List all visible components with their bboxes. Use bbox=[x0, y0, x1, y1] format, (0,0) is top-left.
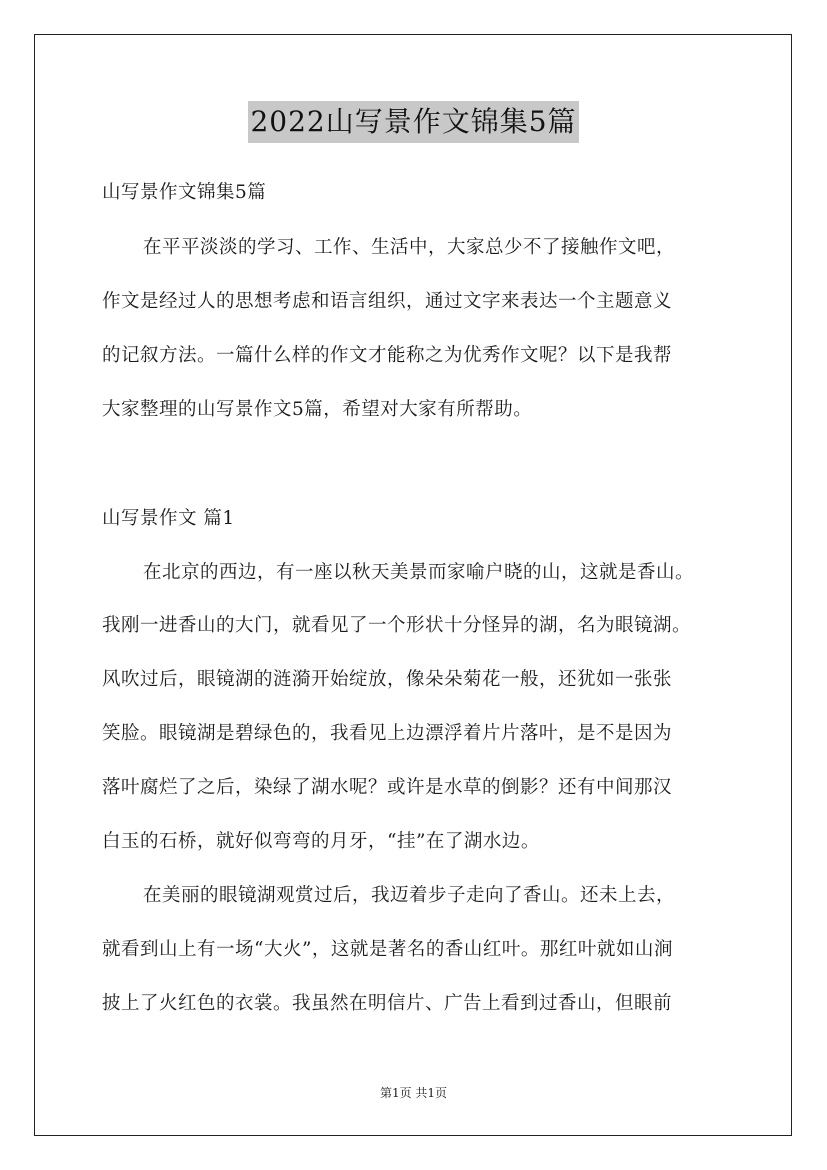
paragraph-line: 在北京的西边，有一座以秋天美景而家喻户晓的山，这就是香山。 bbox=[143, 562, 695, 583]
page-footer: 第1页 共1页 bbox=[379, 1086, 448, 1100]
paragraph-line: 白玉的石桥，就好似弯弯的月牙，“挂”在了湖水边。 bbox=[102, 831, 540, 852]
document-subtitle: 山写景作文锦集5篇 bbox=[102, 182, 267, 203]
paragraph-line: 风吹过后，眼镜湖的涟漪开始绽放，像朵朵菊花一般，还犹如一张张 bbox=[102, 669, 673, 690]
paragraph-line: 在美丽的眼镜湖观赏过后，我迈着步子走向了香山。还未上去， bbox=[143, 885, 676, 906]
intro-line: 在平平淡淡的学习、工作、生活中，大家总少不了接触作文吧， bbox=[143, 237, 676, 258]
document-title: 2022山写景作文锦集5篇 bbox=[248, 101, 578, 143]
title-container bbox=[0, 101, 827, 143]
intro-line: 作文是经过人的思想考虑和语言组织，通过文字来表达一个主题意义 bbox=[102, 291, 673, 312]
paragraph-line: 披上了火红色的衣裳。我虽然在明信片、广告上看到过香山，但眼前 bbox=[102, 993, 673, 1014]
intro-line: 的记叙方法。一篇什么样的作文才能称之为优秀作文呢？以下是我帮 bbox=[102, 345, 673, 366]
intro-line: 大家整理的山写景作文5篇，希望对大家有所帮助。 bbox=[102, 399, 533, 420]
paragraph-line: 我刚一进香山的大门，就看见了一个形状十分怪异的湖，名为眼镜湖。 bbox=[102, 615, 692, 636]
paragraph-line: 落叶腐烂了之后，染绿了湖水呢？或许是水草的倒影？还有中间那汉 bbox=[102, 777, 673, 798]
section-heading: 山写景作文 篇1 bbox=[102, 508, 235, 529]
paragraph-line: 就看到山上有一场“大火”，这就是著名的香山红叶。那红叶就如山涧 bbox=[102, 939, 673, 960]
paragraph-line: 笑脸。眼镜湖是碧绿色的，我看见上边漂浮着片片落叶，是不是因为 bbox=[102, 723, 673, 744]
